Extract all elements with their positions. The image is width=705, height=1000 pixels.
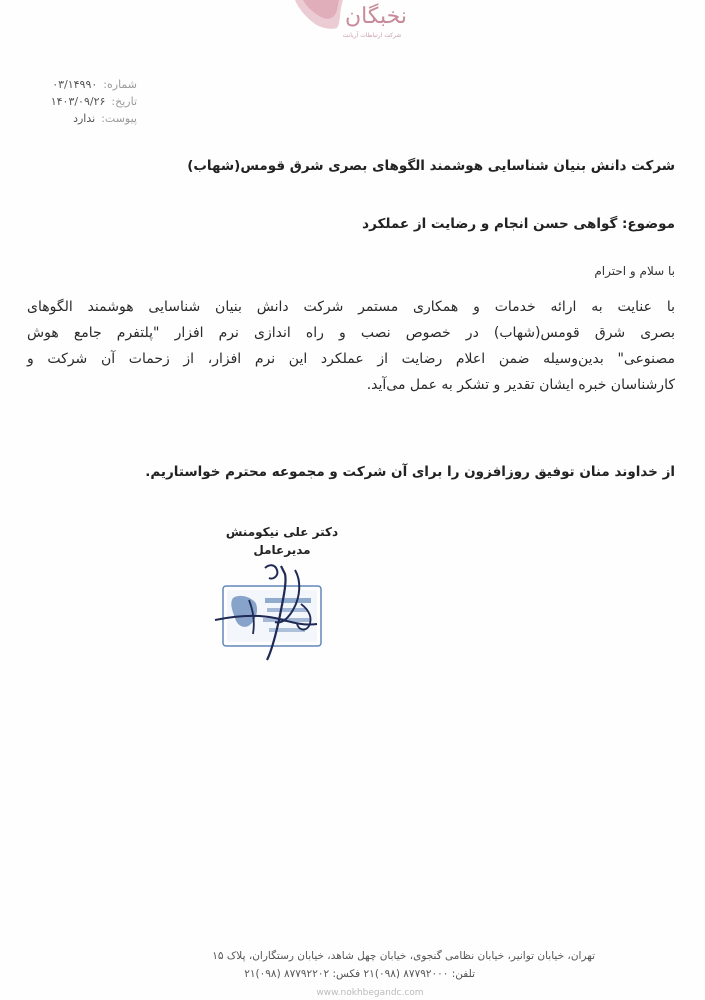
date-label: تاریخ: (111, 95, 137, 108)
letterhead-logo (285, 0, 415, 46)
body-line: مصنوعی" بدین‌وسیله ضمن اعلام رضایت از عملکرد این نرم افزار، از زحمات آن شرکت و (27, 351, 675, 367)
recipient-line: شرکت دانش بنیان شناسایی هوشمند الگوهای بصری شرق قومس(شهاب) (187, 158, 675, 174)
signer-name: دکتر علی نیکومنش (225, 525, 339, 539)
subject-line: موضوع: گواهی حسن انجام و رضایت از عملکرد (362, 216, 675, 232)
handwritten-signature-icon (205, 560, 335, 670)
date-value: ۱۴۰۳/۰۹/۲۶ (50, 95, 106, 108)
attachment-label: پیوست: (101, 112, 137, 125)
footer-phone: تلفن: ۸۷۷۹۲۰۰۰ (۰۹۸)۲۱ فکس: ۸۷۷۹۲۲۰۲ (۰۹۸)۲۱ (244, 968, 475, 980)
closing-line: از خداوند منان توفیق روزافزون را برای آن شرکت و مجموعه محترم خواستاریم. (145, 464, 675, 480)
stamp-and-signature (205, 560, 335, 670)
logo-tagline: شرکت ارتباطات آریانت (342, 32, 402, 39)
body-line: کارشناسان خبره ایشان تقدیر و تشکر به عمل می‌آید. (366, 377, 675, 393)
attachment-value: ندارد (73, 112, 96, 125)
number-label: شماره: (103, 78, 137, 91)
meta-date (22, 93, 137, 110)
signer-title: مدیرعامل (253, 543, 311, 557)
meta-number (22, 76, 137, 93)
meta-attachment (22, 110, 137, 127)
number-value: ۰۳/۱۴۹۹۰ (52, 78, 98, 91)
body-line: بصری شرق قومس(شهاب) در خصوص نصب و راه اندازی نرم افزار "پلتفرم جامع هوش (27, 325, 675, 341)
logo-wordmark: نخبگان (345, 4, 407, 29)
footer-address: تهران، خیابان توانیر، خیابان نظامی گنجوی، خیابان چهل شاهد، خیابان رستگاران، پلاک ۱۵ (212, 950, 595, 962)
footer-website: www.nokhbegandc.com (316, 988, 424, 998)
letter-body (27, 294, 675, 398)
letter-meta (22, 76, 137, 127)
greeting-line: با سلام و احترام (594, 264, 675, 278)
body-line: با عنایت به ارائه خدمات و همکاری مستمر شرکت دانش بنیان شناسایی هوشمند الگوهای (27, 299, 675, 315)
